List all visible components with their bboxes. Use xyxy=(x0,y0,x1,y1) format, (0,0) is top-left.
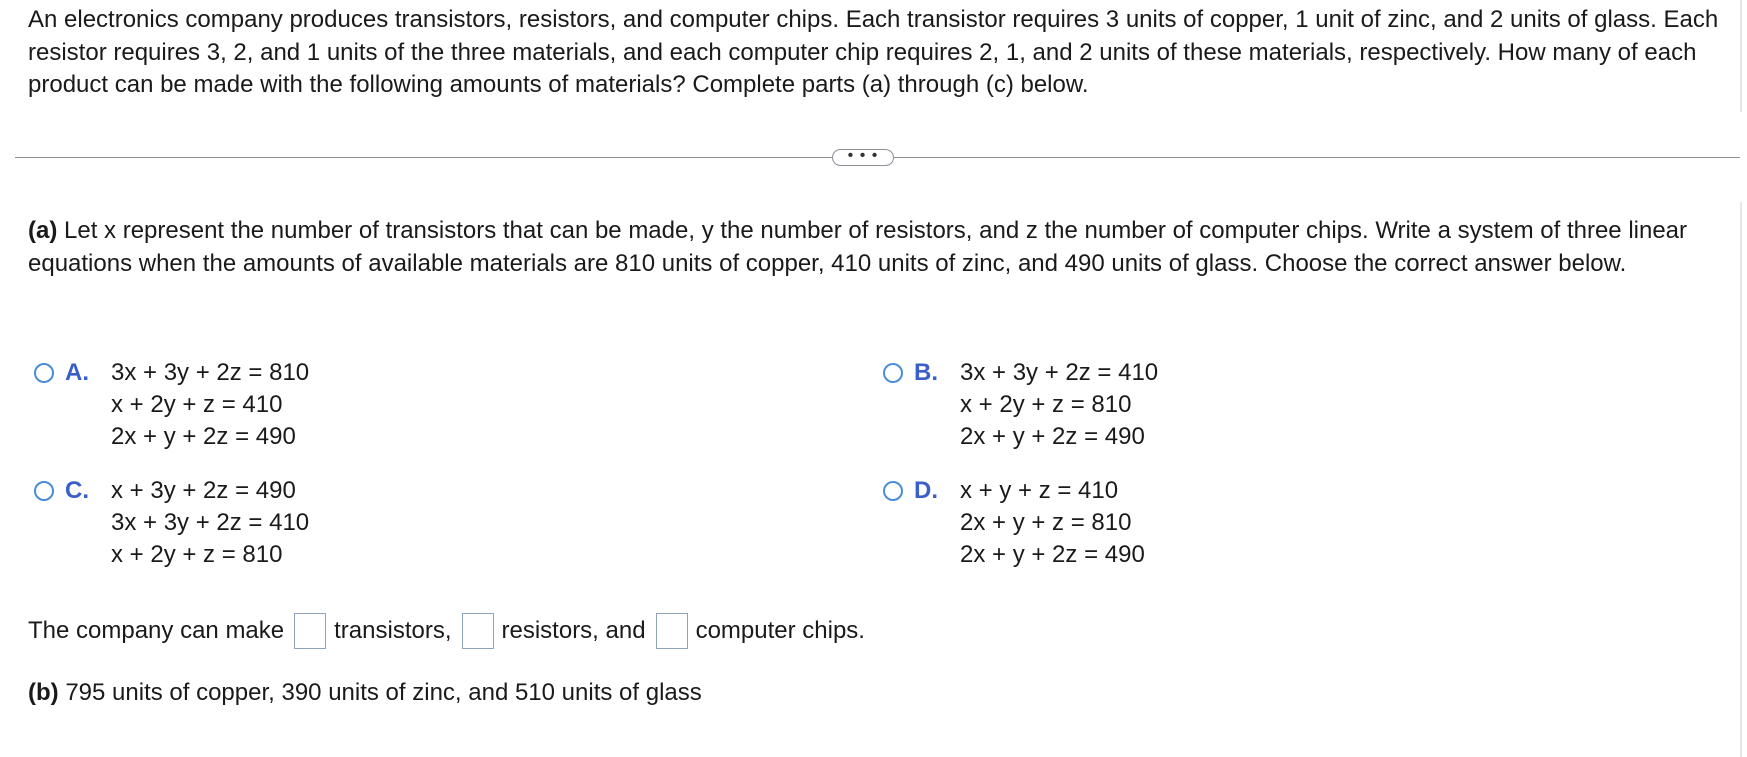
choice-b-letter: B. xyxy=(914,359,938,386)
scrollbar-track-top xyxy=(1740,0,1742,112)
resistors-answer-box[interactable] xyxy=(462,613,494,649)
choice-b-eq-2: x + 2y + z = 810 xyxy=(960,391,1132,418)
answer-after-third: computer chips. xyxy=(695,617,865,644)
choice-c-eq-3: x + 2y + z = 810 xyxy=(111,541,283,568)
choice-d-letter: D. xyxy=(914,477,938,504)
part-a-label: (a) xyxy=(28,217,58,244)
choice-d[interactable] xyxy=(883,475,1145,571)
choice-c-eq-2: 3x + 3y + 2z = 410 xyxy=(111,509,310,536)
choice-a-eq-1: 3x + 3y + 2z = 810 xyxy=(111,359,310,386)
answer-after-second: resistors, and xyxy=(501,617,646,644)
part-b-question xyxy=(28,677,702,709)
problem-statement: An electronics company produces transistors, resistors, and computer chips. Each transistor requires 3 units of copper, 1 unit of zinc, and 2 units of glass. Each resistor requires 3, 2, and 1 units of the three materials, and each computer chip requires 2, 1, and 2 units of these materials, respectively. How many of each product can be made with the following amounts of materials? Complete parts (a) through (c) below. xyxy=(28,6,1719,98)
part-a-text: Let x represent the number of transistors that can be made, y the number of resistors, and z the number of computer chips. Write a system of three linear equations when the amounts of available materials are 810 units of copper, 410 units of zinc, and 490 units of glass. Choose the correct answer below. xyxy=(28,217,1688,277)
choice-d-eq-1: x + y + z = 410 xyxy=(960,477,1119,504)
choice-d-equations xyxy=(960,475,1145,571)
part-b-text: 795 units of copper, 390 units of zinc, and 510 units of glass xyxy=(58,679,702,706)
choice-c-radio[interactable] xyxy=(34,481,54,501)
answer-prefix: The company can make xyxy=(28,617,285,644)
answer-after-first: transistors, xyxy=(334,617,452,644)
choice-c-letter: C. xyxy=(65,477,89,504)
choice-a-letter: A. xyxy=(65,359,89,386)
choice-b[interactable] xyxy=(883,357,1158,453)
choice-a-eq-3: 2x + y + 2z = 490 xyxy=(111,423,296,450)
transistors-answer-box[interactable] xyxy=(294,613,326,649)
part-a-question xyxy=(28,215,1728,280)
choice-c-equations xyxy=(111,475,309,571)
choice-a-equations xyxy=(111,357,309,453)
choice-d-eq-3: 2x + y + 2z = 490 xyxy=(960,541,1145,568)
choice-b-eq-1: 3x + 3y + 2z = 410 xyxy=(960,359,1159,386)
expand-more-button[interactable]: • • • xyxy=(832,149,894,166)
choice-b-radio[interactable] xyxy=(883,363,903,383)
scrollbar-track-bottom xyxy=(1740,202,1742,757)
part-b-label: (b) xyxy=(28,679,59,706)
choice-a-radio[interactable] xyxy=(34,363,54,383)
answer-sentence xyxy=(28,611,865,651)
choice-a-eq-2: x + 2y + z = 410 xyxy=(111,391,283,418)
choice-b-eq-3: 2x + y + 2z = 490 xyxy=(960,423,1145,450)
choice-a[interactable] xyxy=(34,357,309,453)
choice-d-eq-2: 2x + y + z = 810 xyxy=(960,509,1132,536)
choice-b-equations xyxy=(960,357,1158,453)
choice-c-eq-1: x + 3y + 2z = 490 xyxy=(111,477,296,504)
chips-answer-box[interactable] xyxy=(656,613,688,649)
choice-d-radio[interactable] xyxy=(883,481,903,501)
choice-c[interactable] xyxy=(34,475,309,571)
